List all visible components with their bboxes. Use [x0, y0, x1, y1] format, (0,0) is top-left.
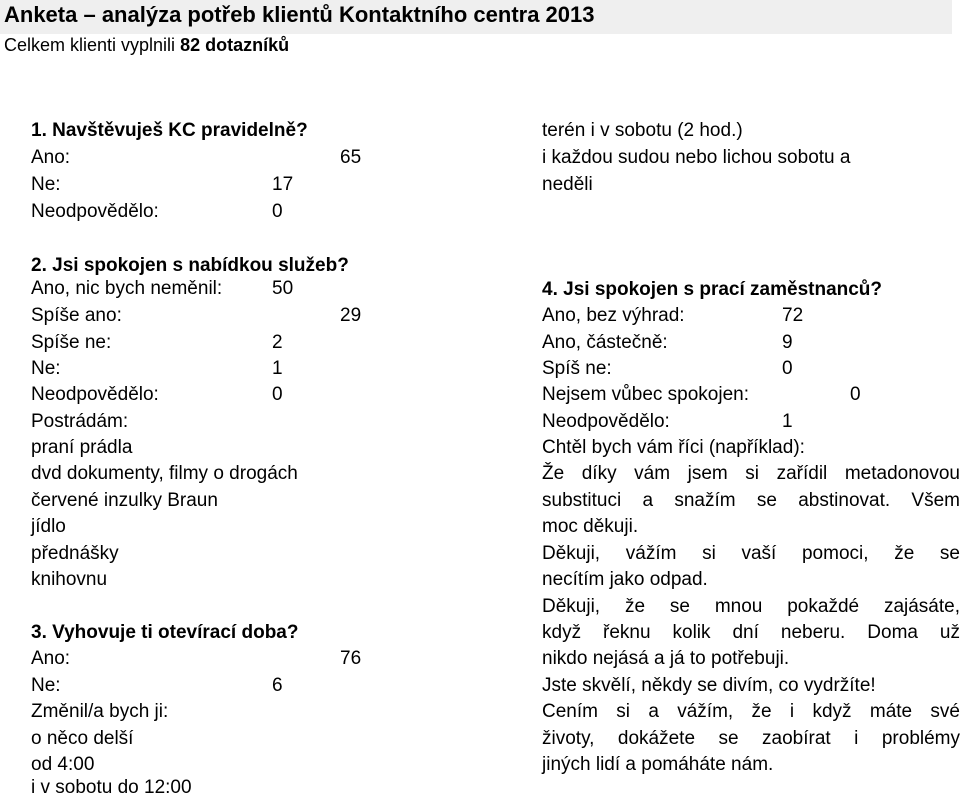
q3-change-item: i každou sudou nebo lichou sobotu a — [542, 147, 851, 168]
q4-comment-line: Cením si a vážím, že i když máte své — [542, 701, 960, 722]
q4-comments-label: Chtěl bych vám říci (například): — [542, 437, 805, 458]
q2-label: Spíše ne: — [31, 332, 112, 353]
q1-value: 0 — [272, 201, 283, 222]
q3-change-item: od 4:00 — [31, 754, 95, 775]
q1-label: Ne: — [31, 174, 61, 195]
q3-label: Ne: — [31, 675, 61, 696]
q2-value: 50 — [272, 278, 294, 299]
subtitle-text: Celkem klienti vyplnili — [4, 35, 181, 55]
q2-value: 29 — [340, 305, 362, 326]
q4-label: Neodpovědělo: — [542, 411, 670, 432]
q2-label: Spíše ano: — [31, 305, 122, 326]
q4-comment-line: Že díky vám jsem si zařídil metadonovou — [542, 463, 960, 484]
q4-label: Nejsem vůbec spokojen: — [542, 384, 749, 405]
subtitle-count: 82 dotazníků — [180, 35, 290, 55]
q4-comment-line: Děkuji, že se mnou pokaždé zajásáte, — [542, 596, 960, 617]
q2-missing-item: praní prádla — [31, 437, 133, 458]
q4-value: 9 — [782, 332, 793, 353]
q1-title: 1. Navštěvuješ KC pravidelně? — [31, 120, 308, 141]
q3-change-item: neděli — [542, 174, 593, 195]
q3-change-item: i v sobotu do 12:00 — [31, 777, 192, 798]
q4-value: 72 — [782, 305, 804, 326]
q3-change-label: Změnil/a bych ji: — [31, 701, 169, 722]
header-banner — [0, 0, 952, 34]
q2-label: Neodpovědělo: — [31, 384, 159, 405]
page-title: Anketa – analýza potřeb klientů Kontaktního centra 2013 — [4, 2, 595, 27]
q1-value: 65 — [340, 147, 362, 168]
q2-value: 0 — [272, 384, 283, 405]
q2-title: 2. Jsi spokojen s nabídkou služeb? — [31, 255, 349, 276]
q4-comment-line: necítím jako odpad. — [542, 569, 708, 590]
q1-label: Ano: — [31, 147, 71, 168]
q4-comment-line: jiných lidí a pomáháte nám. — [542, 754, 774, 775]
q4-comment-line: moc děkuji. — [542, 516, 639, 537]
q4-title: 4. Jsi spokojen s prací zaměstnanců? — [542, 279, 883, 300]
q2-missing-label: Postrádám: — [31, 411, 129, 432]
q2-missing-item: přednášky — [31, 543, 119, 564]
q4-comment-line: když řeknu kolik dní neberu. Doma už — [542, 622, 960, 643]
q2-missing-item: červené inzulky Braun — [31, 490, 218, 511]
q3-change-item: terén i v sobotu (2 hod.) — [542, 120, 743, 141]
q4-comment-line: Děkuji, vážím si vaší pomoci, že se — [542, 543, 960, 564]
page-subtitle — [4, 34, 289, 56]
q2-missing-item: dvd dokumenty, filmy o drogách — [31, 463, 298, 484]
q4-comment-line: životy, dokážete se zaobírat i problémy — [542, 728, 960, 749]
q2-missing-item: jídlo — [31, 516, 66, 537]
q2-missing-item: knihovnu — [31, 569, 108, 590]
q4-value: 0 — [850, 384, 861, 405]
q3-value: 6 — [272, 675, 283, 696]
q2-label: Ne: — [31, 358, 61, 379]
q1-label: Neodpovědělo: — [31, 201, 159, 222]
q4-label: Ano, bez výhrad: — [542, 305, 685, 326]
q4-label: Ano, částečně: — [542, 332, 668, 353]
q2-value: 1 — [272, 358, 283, 379]
q2-value: 2 — [272, 332, 283, 353]
q4-value: 0 — [782, 358, 793, 379]
q1-value: 17 — [272, 174, 294, 195]
q3-label: Ano: — [31, 648, 71, 669]
q3-title: 3. Vyhovuje ti otevírací doba? — [31, 622, 299, 643]
q4-comment-line: substituci a snažím se abstinovat. Všem — [542, 490, 960, 511]
q2-label: Ano, nic bych neměnil: — [31, 278, 223, 299]
q4-comment-line: nikdo nejásá a já to potřebuji. — [542, 648, 790, 669]
q3-value: 76 — [340, 648, 362, 669]
q3-change-item: o něco delší — [31, 728, 134, 749]
q4-comment-line: Jste skvělí, někdy se divím, co vydržíte! — [542, 675, 876, 696]
q4-value: 1 — [782, 411, 793, 432]
q4-label: Spíš ne: — [542, 358, 612, 379]
